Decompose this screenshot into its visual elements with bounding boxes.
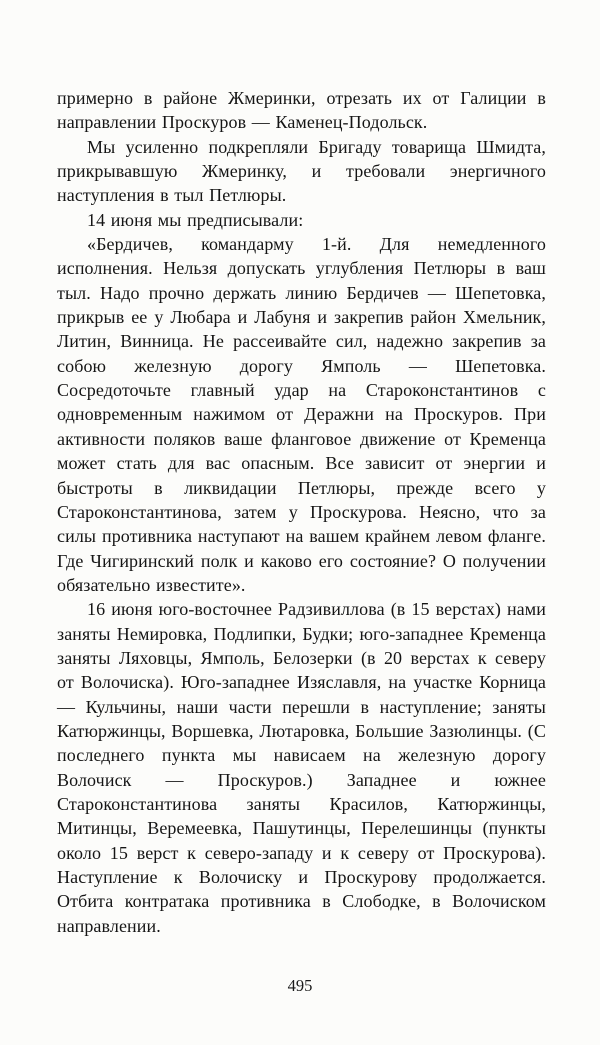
paragraph: 16 июня юго-восточнее Радзивиллова (в 15 верстах) нами заняты Немировка, Подлипки, Будки; юго-западнее Кременца заняты Ляховцы, Ямполь, Белозерки (в 20 верстах к северу от Волочиска). Юго-западнее Изяславля, на участке Корница — Кульчины, наши части перешли в наступление; заняты Катюржинцы, Воршевка, Лютаровка, Большие Зазюлинцы. (С последнего пункта мы нависаем на железную дорогу Волочиск — Проскуров.) Западнее и южнее Староконстантинова заняты Красилов, Катюржинцы, Митинцы, Веремеевка, Пашутинцы, Перелешинцы (пункты около 15 верст к северо-западу и к северу от Проскурова). Наступление к Волочиску и Проскурову продолжается. Отбита контратака противника в Слободке, в Волочиском направлении. <box>57 599 546 936</box>
paragraph: 14 июня мы предписывали: <box>87 209 304 230</box>
paragraph-quote: «Бердичев, командарму 1-й. Для немедленного исполнения. Нельзя допускать углубления Петлюры в ваш тыл. Надо прочно держать линию Бердичев — Шепетовка, прикрыв ее у Любара и Лабуня и закрепив район Хмельник, Литин, Винница. Не рассеивайте сил, надежно закрепив за собою железную дорогу Ямполь — Шепетовка. Сосредоточьте главный удар на Староконстантинов с одновременным нажимом от Деражни на Проскуров. При активности поляков ваше фланговое движение от Кременца может стать для вас опасным. Все зависит от энергии и быстроты в ликвидации Петлюры, прежде всего у Староконстантинова, затем у Проскурова. Неясно, что за силы противника наступают на вашем крайнем левом фланге. Где Чигиринский полк и каково его состояние? О получении обязательно известите». <box>57 234 546 595</box>
paragraph-continuation: примерно в районе Жмеринки, отрезать их от Галиции в направлении Проскуров — Каменец-Подольск. <box>57 88 546 133</box>
page-number: 495 <box>287 976 313 995</box>
page-text <box>57 86 546 938</box>
paragraph: Мы усиленно подкрепляли Бригаду товарища Шмидта, прикрывавшую Жмеринку, и требовали энергичного наступления в тыл Петлюры. <box>57 136 546 206</box>
